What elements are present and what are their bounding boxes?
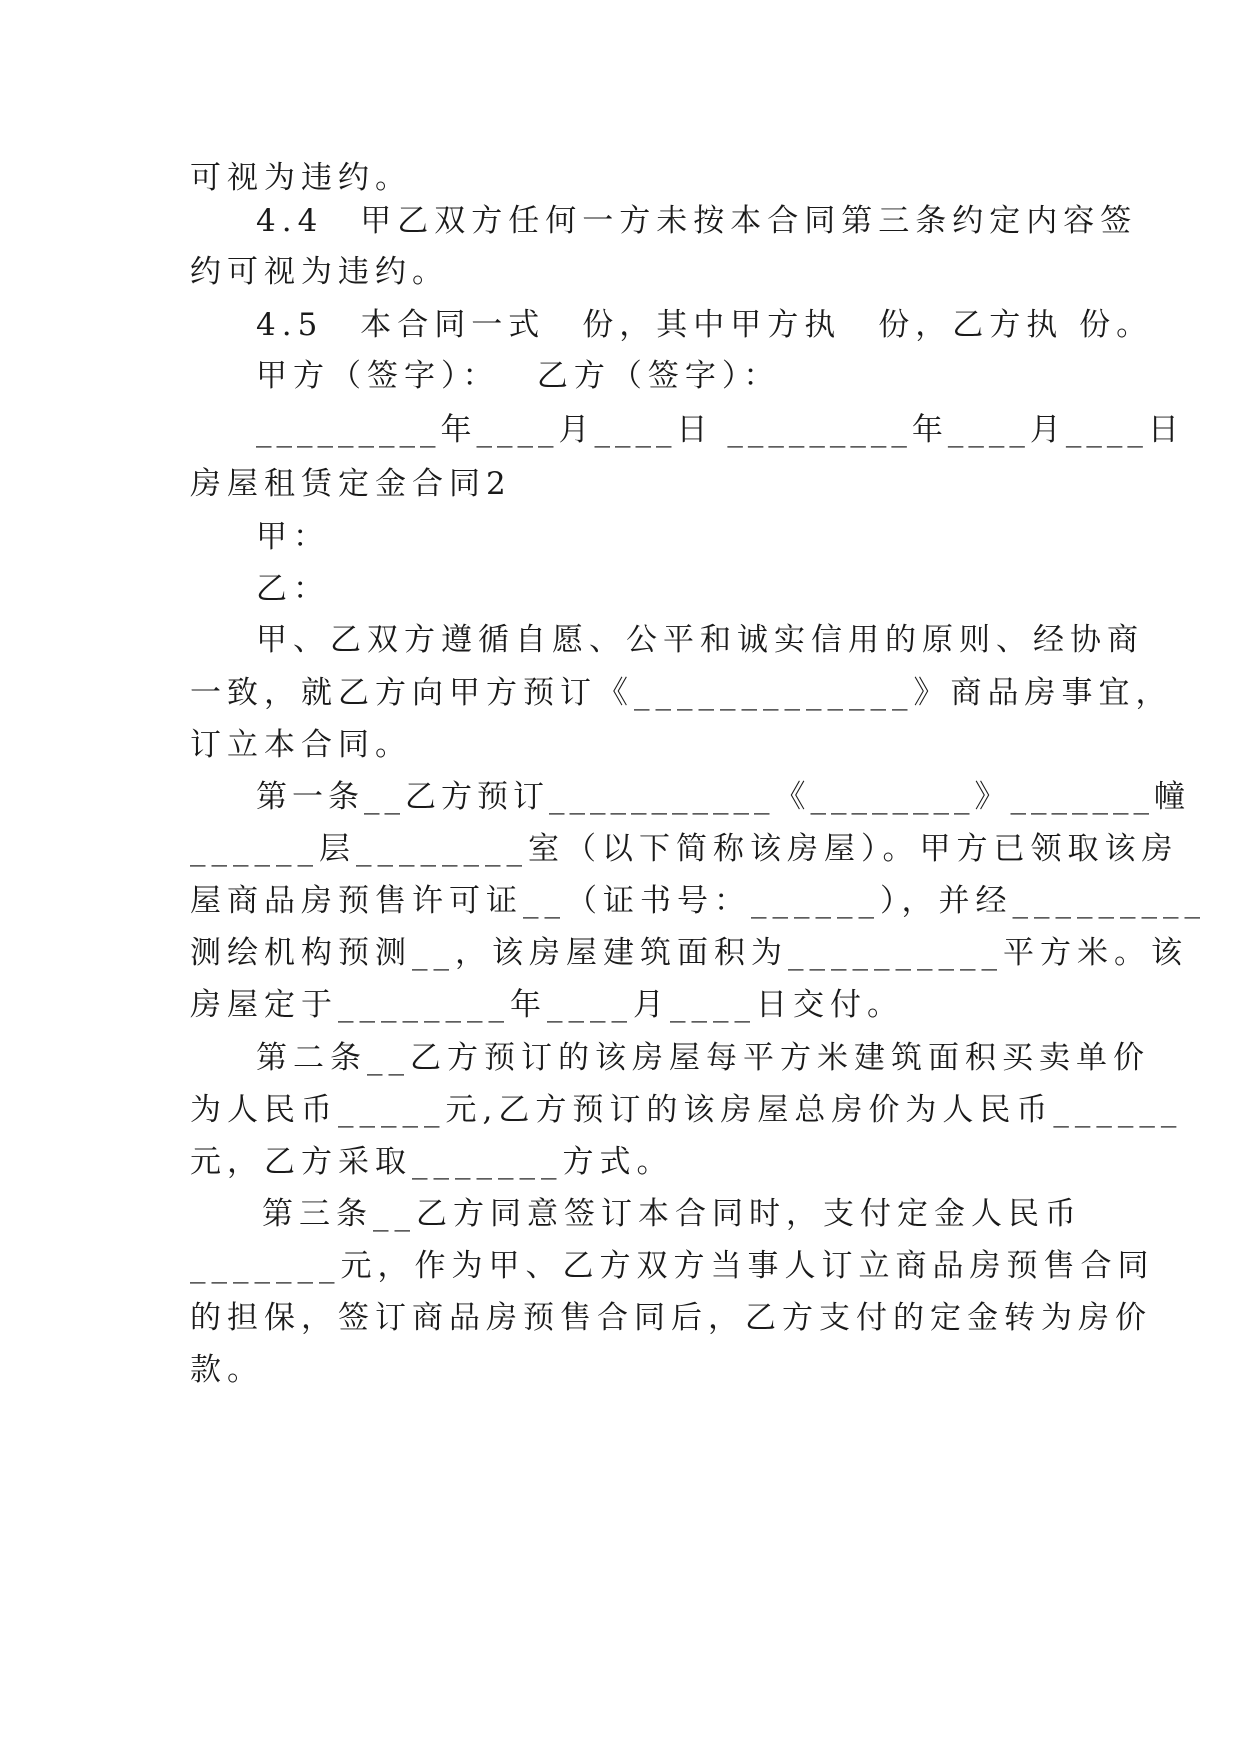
party-a-line: 甲： (256, 519, 330, 555)
article-1-line: 第一条__乙方预订___________《________》_______幢 (256, 779, 1190, 815)
article-1-line: ______层________室（以下简称该房屋）。甲方已领取该房 (190, 831, 1179, 867)
preamble-line: 一致，就乙方向甲方预订《_____________》商品房事宜， (190, 675, 1173, 711)
article-1-line: 屋商品房预售许可证__（证书号：______），并经_________ (190, 883, 1206, 919)
article-3-line: _______元，作为甲、乙方双方当事人订立商品房预售合同 (190, 1248, 1155, 1284)
article-3-line: 的担保，签订商品房预售合同后，乙方支付的定金转为房价 (190, 1300, 1152, 1336)
text-line: 可视为违约。 (190, 160, 412, 196)
article-1-line: 测绘机构预测__，该房屋建筑面积为__________平方米。该 (190, 935, 1188, 971)
article-2-line: 为人民币_____元,乙方预订的该房屋总房价为人民币______ (190, 1092, 1183, 1128)
article-2-line: 元，乙方采取_______方式。 (190, 1144, 674, 1180)
signature-line: 甲方（签字）： 乙方（签字）： (256, 358, 781, 394)
preamble-line: 甲、乙双方遵循自愿、公平和诚实信用的原则、经协商 (256, 622, 1144, 658)
date-line: _________年____月____日 _________年____月____日 (256, 412, 1184, 448)
text-line: 约可视为违约。 (190, 254, 449, 290)
party-b-line: 乙： (256, 571, 330, 607)
clause-4-4: 4.4 甲乙双方任何一方未按本合同第三条约定内容签 (256, 203, 1138, 239)
article-1-line: 房屋定于________年____月____日交付。 (190, 987, 904, 1023)
preamble-line: 订立本合同。 (190, 727, 412, 763)
article-2-line: 第二条__乙方预订的该房屋每平方米建筑面积买卖单价 (256, 1040, 1150, 1076)
article-3-line: 款。 (190, 1352, 264, 1388)
section-title: 房屋租赁定金合同2 (190, 466, 512, 502)
article-3-line: 第三条__乙方同意签订本合同时，支付定金人民币 (262, 1196, 1082, 1232)
clause-4-5: 4.5 本合同一式 份，其中甲方执 份，乙方执 份。 (256, 307, 1154, 343)
